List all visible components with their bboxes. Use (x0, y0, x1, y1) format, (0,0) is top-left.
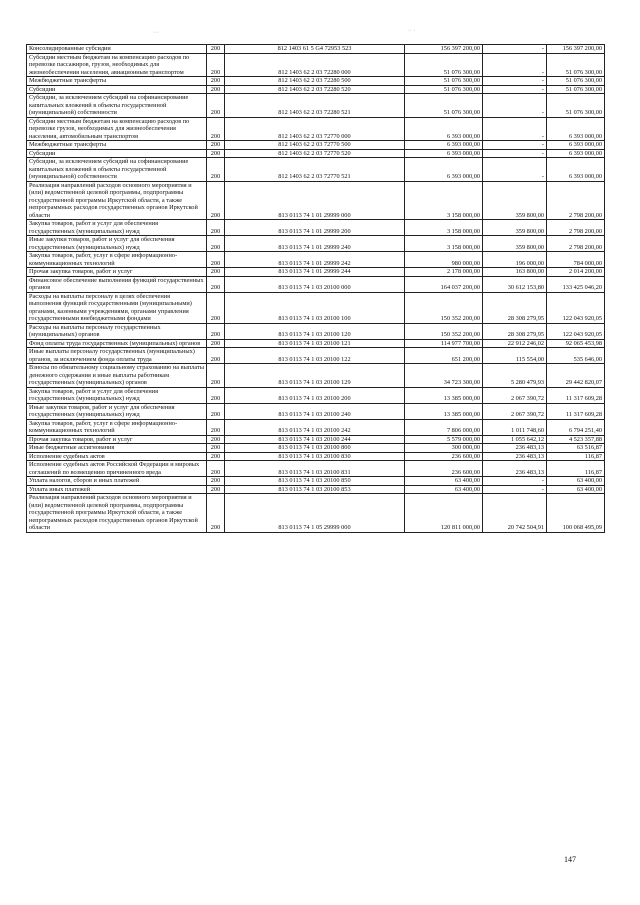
row-executed-cell: 20 742 504,91 (483, 494, 547, 533)
row-executed-cell: 28 308 279,95 (483, 323, 547, 339)
row-classification-cell: 812 1403 62 2 03 72280 500 (225, 77, 405, 86)
table-row (27, 485, 605, 494)
row-approved-cell: 3 158 000,00 (405, 181, 483, 220)
row-approved-cell: 51 076 300,00 (405, 77, 483, 86)
table-row (27, 403, 605, 419)
row-approved-cell: 236 600,00 (405, 452, 483, 461)
row-approved-cell: 164 037 200,00 (405, 276, 483, 292)
row-name-cell: Субсидии, за исключением субсидий на софинансирование капитальных вложений в объекты государственной (муниципальной) собственности (27, 94, 207, 118)
row-remaining-cell: 6 393 000,00 (547, 117, 605, 141)
row-remaining-cell: 51 076 300,00 (547, 94, 605, 118)
row-code-cell: 200 (207, 45, 225, 54)
table-row (27, 45, 605, 54)
row-classification-cell: 813 0113 74 1 05 29999 000 (225, 494, 405, 533)
row-executed-cell: 359 800,00 (483, 181, 547, 220)
row-code-cell: 200 (207, 444, 225, 453)
row-approved-cell: 114 977 700,00 (405, 339, 483, 348)
row-executed-cell: 2 067 390,72 (483, 387, 547, 403)
row-executed-cell: - (483, 117, 547, 141)
row-classification-cell: 812 1403 62 2 03 72770 521 (225, 158, 405, 182)
row-remaining-cell: 11 317 609,28 (547, 387, 605, 403)
row-approved-cell: 51 076 300,00 (405, 94, 483, 118)
row-executed-cell: - (483, 53, 547, 77)
row-approved-cell: 63 400,00 (405, 477, 483, 486)
row-classification-cell: 813 0113 74 1 01 29999 000 (225, 181, 405, 220)
page-number: 147 (564, 855, 576, 864)
row-executed-cell: 115 554,00 (483, 348, 547, 364)
row-remaining-cell: 2 798 200,00 (547, 236, 605, 252)
row-name-cell: Реализация направлений расходов основного мероприятия и (или) ведомственной целевой программы, подпрограммы государственной программы Иркутской области, а также непрограммных расходов государственных органов Иркутской области (27, 494, 207, 533)
row-classification-cell: 813 0113 74 1 03 20100 121 (225, 339, 405, 348)
row-classification-cell: 813 0113 74 1 03 20100 242 (225, 419, 405, 435)
row-code-cell: 200 (207, 477, 225, 486)
row-remaining-cell: 63 400,00 (547, 485, 605, 494)
row-name-cell: Расходы на выплаты персоналу государственных (муниципальных) органов (27, 323, 207, 339)
row-remaining-cell: 2 798 200,00 (547, 220, 605, 236)
row-remaining-cell: 116,87 (547, 461, 605, 477)
row-code-cell: 200 (207, 364, 225, 388)
row-remaining-cell: 11 317 609,28 (547, 403, 605, 419)
row-name-cell: Иные закупки товаров, работ и услуг для обеспечения государственных (муниципальных) нужд (27, 403, 207, 419)
row-classification-cell: 813 0113 74 1 03 20100 122 (225, 348, 405, 364)
row-approved-cell: 63 400,00 (405, 485, 483, 494)
row-executed-cell: - (483, 45, 547, 54)
row-approved-cell: 150 352 200,00 (405, 323, 483, 339)
table-row (27, 77, 605, 86)
row-classification-cell: 813 0113 74 1 01 29999 244 (225, 268, 405, 277)
table-row (27, 276, 605, 292)
row-approved-cell: 651 200,00 (405, 348, 483, 364)
row-approved-cell: 6 393 000,00 (405, 117, 483, 141)
table-row (27, 94, 605, 118)
row-remaining-cell: 63 400,00 (547, 477, 605, 486)
row-executed-cell: 22 912 246,02 (483, 339, 547, 348)
row-remaining-cell: 6 794 251,40 (547, 419, 605, 435)
row-approved-cell: 34 723 300,00 (405, 364, 483, 388)
row-executed-cell: 163 800,00 (483, 268, 547, 277)
table-row (27, 452, 605, 461)
row-code-cell: 200 (207, 141, 225, 150)
row-name-cell: Уплата налогов, сборов и иных платежей (27, 477, 207, 486)
table-row (27, 435, 605, 444)
row-remaining-cell: 51 076 300,00 (547, 85, 605, 94)
table-row (27, 220, 605, 236)
row-name-cell: Субсидии местным бюджетам на компенсацию расходов по перевозке грузов, необходимых для жизнеобеспечения населения, автомобильным транспортом (27, 117, 207, 141)
table-row (27, 364, 605, 388)
row-approved-cell: 5 579 000,00 (405, 435, 483, 444)
table-row (27, 149, 605, 158)
table-row (27, 348, 605, 364)
row-classification-cell: 813 0113 74 1 03 20100 850 (225, 477, 405, 486)
row-approved-cell: 13 385 000,00 (405, 403, 483, 419)
row-code-cell: 200 (207, 292, 225, 323)
row-classification-cell: 812 1403 62 2 03 72770 500 (225, 141, 405, 150)
row-approved-cell: 300 000,00 (405, 444, 483, 453)
row-executed-cell: 359 800,00 (483, 236, 547, 252)
table-row (27, 461, 605, 477)
row-approved-cell: 51 076 300,00 (405, 53, 483, 77)
row-code-cell: 200 (207, 387, 225, 403)
table-row (27, 158, 605, 182)
row-name-cell: Прочая закупка товаров, работ и услуг (27, 268, 207, 277)
table-row (27, 494, 605, 533)
table-row (27, 181, 605, 220)
table-row (27, 252, 605, 268)
row-name-cell: Закупка товаров, работ и услуг для обеспечения государственных (муниципальных) нужд (27, 220, 207, 236)
row-name-cell: Закупка товаров, работ, услуг в сфере информационно-коммуникационных технологий (27, 252, 207, 268)
row-classification-cell: 813 0113 74 1 03 20100 200 (225, 387, 405, 403)
row-approved-cell: 3 158 000,00 (405, 220, 483, 236)
row-approved-cell: 6 393 000,00 (405, 158, 483, 182)
table-row (27, 85, 605, 94)
row-code-cell: 200 (207, 348, 225, 364)
row-remaining-cell: 122 043 920,05 (547, 292, 605, 323)
row-executed-cell: 236 483,13 (483, 461, 547, 477)
row-name-cell: Прочая закупка товаров, работ и услуг (27, 435, 207, 444)
table-row (27, 117, 605, 141)
table-row (27, 477, 605, 486)
row-remaining-cell: 6 393 000,00 (547, 141, 605, 150)
row-code-cell: 200 (207, 485, 225, 494)
row-approved-cell: 3 158 000,00 (405, 236, 483, 252)
table-row (27, 419, 605, 435)
row-code-cell: 200 (207, 220, 225, 236)
table-row (27, 339, 605, 348)
table-row (27, 141, 605, 150)
row-executed-cell: - (483, 149, 547, 158)
row-approved-cell: 2 178 000,00 (405, 268, 483, 277)
row-approved-cell: 13 385 000,00 (405, 387, 483, 403)
row-remaining-cell: 63 516,87 (547, 444, 605, 453)
row-executed-cell: 5 280 479,93 (483, 364, 547, 388)
row-classification-cell: 813 0113 74 1 03 20100 240 (225, 403, 405, 419)
row-code-cell: 200 (207, 461, 225, 477)
row-code-cell: 200 (207, 149, 225, 158)
table-row (27, 236, 605, 252)
row-classification-cell: 812 1403 62 2 03 72280 520 (225, 85, 405, 94)
table-row (27, 323, 605, 339)
row-name-cell: Иные бюджетные ассигнования (27, 444, 207, 453)
row-name-cell: Взносы по обязательному социальному страхованию на выплаты денежного содержания и иные выплаты работникам государственных (муниципальных) органов (27, 364, 207, 388)
row-name-cell: Фонд оплаты труда государственных (муниципальных) органов (27, 339, 207, 348)
row-executed-cell: - (483, 85, 547, 94)
row-code-cell: 200 (207, 323, 225, 339)
row-name-cell: Межбюджетные трансферты (27, 141, 207, 150)
row-code-cell: 200 (207, 403, 225, 419)
row-name-cell: Уплата иных платежей (27, 485, 207, 494)
row-classification-cell: 813 0113 74 1 01 29999 240 (225, 236, 405, 252)
row-remaining-cell: 4 523 357,88 (547, 435, 605, 444)
table-row (27, 292, 605, 323)
row-remaining-cell: 51 076 300,00 (547, 77, 605, 86)
row-remaining-cell: 6 393 000,00 (547, 149, 605, 158)
budget-execution-table (26, 44, 605, 533)
row-code-cell: 200 (207, 181, 225, 220)
row-classification-cell: 812 1403 62 2 03 72280 521 (225, 94, 405, 118)
row-name-cell: Закупка товаров, работ, услуг в сфере информационно-коммуникационных технологий (27, 419, 207, 435)
row-executed-cell: 236 483,13 (483, 452, 547, 461)
row-classification-cell: 813 0113 74 1 03 20100 830 (225, 452, 405, 461)
row-name-cell: Иные выплаты персоналу государственных (муниципальных) органов, за исключением фонда оплаты труда (27, 348, 207, 364)
row-name-cell: Расходы на выплаты персоналу в целях обеспечения выполнения функций государственными (муниципальными) органами, казенными учреждениями, органами управления государственными внебюджетными фондами (27, 292, 207, 323)
row-name-cell: Субсидии местным бюджетам на компенсацию расходов по перевозке пассажиров, грузов, необходимых для жизнеобеспечения населения, авиационным транспортом (27, 53, 207, 77)
row-remaining-cell: 2 798 200,00 (547, 181, 605, 220)
row-remaining-cell: 133 425 046,20 (547, 276, 605, 292)
row-code-cell: 200 (207, 419, 225, 435)
row-classification-cell: 812 1403 62 2 03 72770 000 (225, 117, 405, 141)
row-remaining-cell: 784 000,00 (547, 252, 605, 268)
row-executed-cell: 1 011 748,60 (483, 419, 547, 435)
row-name-cell: Реализация направлений расходов основного мероприятия и (или) ведомственной целевой программы, подпрограммы государственной программы Иркутской области, а также непрограммных расходов государственных органов Иркутской области (27, 181, 207, 220)
table-row (27, 387, 605, 403)
row-approved-cell: 980 000,00 (405, 252, 483, 268)
row-code-cell: 200 (207, 158, 225, 182)
row-name-cell: Исполнение судебных актов (27, 452, 207, 461)
row-approved-cell: 6 393 000,00 (405, 141, 483, 150)
row-classification-cell: 813 0113 74 1 03 20100 129 (225, 364, 405, 388)
row-name-cell: Исполнение судебных актов Российской Федерации и мировых соглашений по возмещению причиненного вреда (27, 461, 207, 477)
row-executed-cell: 196 000,00 (483, 252, 547, 268)
row-approved-cell: 7 806 000,00 (405, 419, 483, 435)
row-executed-cell: - (483, 141, 547, 150)
row-remaining-cell: 92 065 453,98 (547, 339, 605, 348)
row-code-cell: 200 (207, 339, 225, 348)
row-classification-cell: 813 0113 74 1 03 20100 853 (225, 485, 405, 494)
row-remaining-cell: 29 442 820,07 (547, 364, 605, 388)
row-code-cell: 200 (207, 53, 225, 77)
row-approved-cell: 150 352 200,00 (405, 292, 483, 323)
scan-artifact: ··· (153, 30, 159, 36)
row-remaining-cell: 156 397 200,00 (547, 45, 605, 54)
row-remaining-cell: 100 068 495,09 (547, 494, 605, 533)
row-remaining-cell: 6 393 000,00 (547, 158, 605, 182)
scan-artifact: ·· · (408, 28, 416, 34)
table-row (27, 53, 605, 77)
row-classification-cell: 813 0113 74 1 03 20100 000 (225, 276, 405, 292)
row-executed-cell: 30 612 153,80 (483, 276, 547, 292)
row-executed-cell: - (483, 158, 547, 182)
row-classification-cell: 813 0113 74 1 03 20100 120 (225, 323, 405, 339)
row-name-cell: Субсидии, за исключением субсидий на софинансирование капитальных вложений в объекты государственной (муниципальной) собственности (27, 158, 207, 182)
row-approved-cell: 6 393 000,00 (405, 149, 483, 158)
row-code-cell: 200 (207, 94, 225, 118)
row-classification-cell: 813 0113 74 1 03 20100 100 (225, 292, 405, 323)
row-classification-cell: 813 0113 74 1 03 20100 800 (225, 444, 405, 453)
row-executed-cell: - (483, 94, 547, 118)
row-code-cell: 200 (207, 452, 225, 461)
row-code-cell: 200 (207, 276, 225, 292)
row-classification-cell: 812 1403 61 5 G4 72953 523 (225, 45, 405, 54)
row-executed-cell: 236 483,13 (483, 444, 547, 453)
row-executed-cell: - (483, 77, 547, 86)
row-approved-cell: 120 811 000,00 (405, 494, 483, 533)
row-code-cell: 200 (207, 252, 225, 268)
row-code-cell: 200 (207, 494, 225, 533)
row-classification-cell: 812 1403 62 2 03 72280 000 (225, 53, 405, 77)
row-name-cell: Консолидированные субсидии (27, 45, 207, 54)
row-remaining-cell: 122 043 920,05 (547, 323, 605, 339)
row-remaining-cell: 2 014 200,00 (547, 268, 605, 277)
row-name-cell: Финансовое обеспечение выполнения функций государственных органов (27, 276, 207, 292)
row-code-cell: 200 (207, 236, 225, 252)
row-code-cell: 200 (207, 117, 225, 141)
row-executed-cell: - (483, 477, 547, 486)
row-name-cell: Межбюджетные трансферты (27, 77, 207, 86)
row-remaining-cell: 51 076 300,00 (547, 53, 605, 77)
row-classification-cell: 812 1403 62 2 03 72770 520 (225, 149, 405, 158)
row-name-cell: Закупка товаров, работ и услуг для обеспечения государственных (муниципальных) нужд (27, 387, 207, 403)
row-executed-cell: - (483, 485, 547, 494)
row-executed-cell: 28 308 279,95 (483, 292, 547, 323)
row-classification-cell: 813 0113 74 1 01 29999 242 (225, 252, 405, 268)
row-classification-cell: 813 0113 74 1 01 29999 200 (225, 220, 405, 236)
row-approved-cell: 51 076 300,00 (405, 85, 483, 94)
table-row (27, 444, 605, 453)
row-approved-cell: 156 397 200,00 (405, 45, 483, 54)
row-executed-cell: 359 800,00 (483, 220, 547, 236)
table-row (27, 268, 605, 277)
row-remaining-cell: 116,87 (547, 452, 605, 461)
row-code-cell: 200 (207, 268, 225, 277)
row-name-cell: Субсидии (27, 85, 207, 94)
row-code-cell: 200 (207, 435, 225, 444)
row-code-cell: 200 (207, 85, 225, 94)
row-classification-cell: 813 0113 74 1 03 20100 831 (225, 461, 405, 477)
row-executed-cell: 2 067 390,72 (483, 403, 547, 419)
row-executed-cell: 1 055 642,12 (483, 435, 547, 444)
row-name-cell: Субсидии (27, 149, 207, 158)
row-classification-cell: 813 0113 74 1 03 20100 244 (225, 435, 405, 444)
row-code-cell: 200 (207, 77, 225, 86)
row-remaining-cell: 535 646,00 (547, 348, 605, 364)
row-name-cell: Иные закупки товаров, работ и услуг для обеспечения государственных (муниципальных) нужд (27, 236, 207, 252)
row-approved-cell: 236 600,00 (405, 461, 483, 477)
